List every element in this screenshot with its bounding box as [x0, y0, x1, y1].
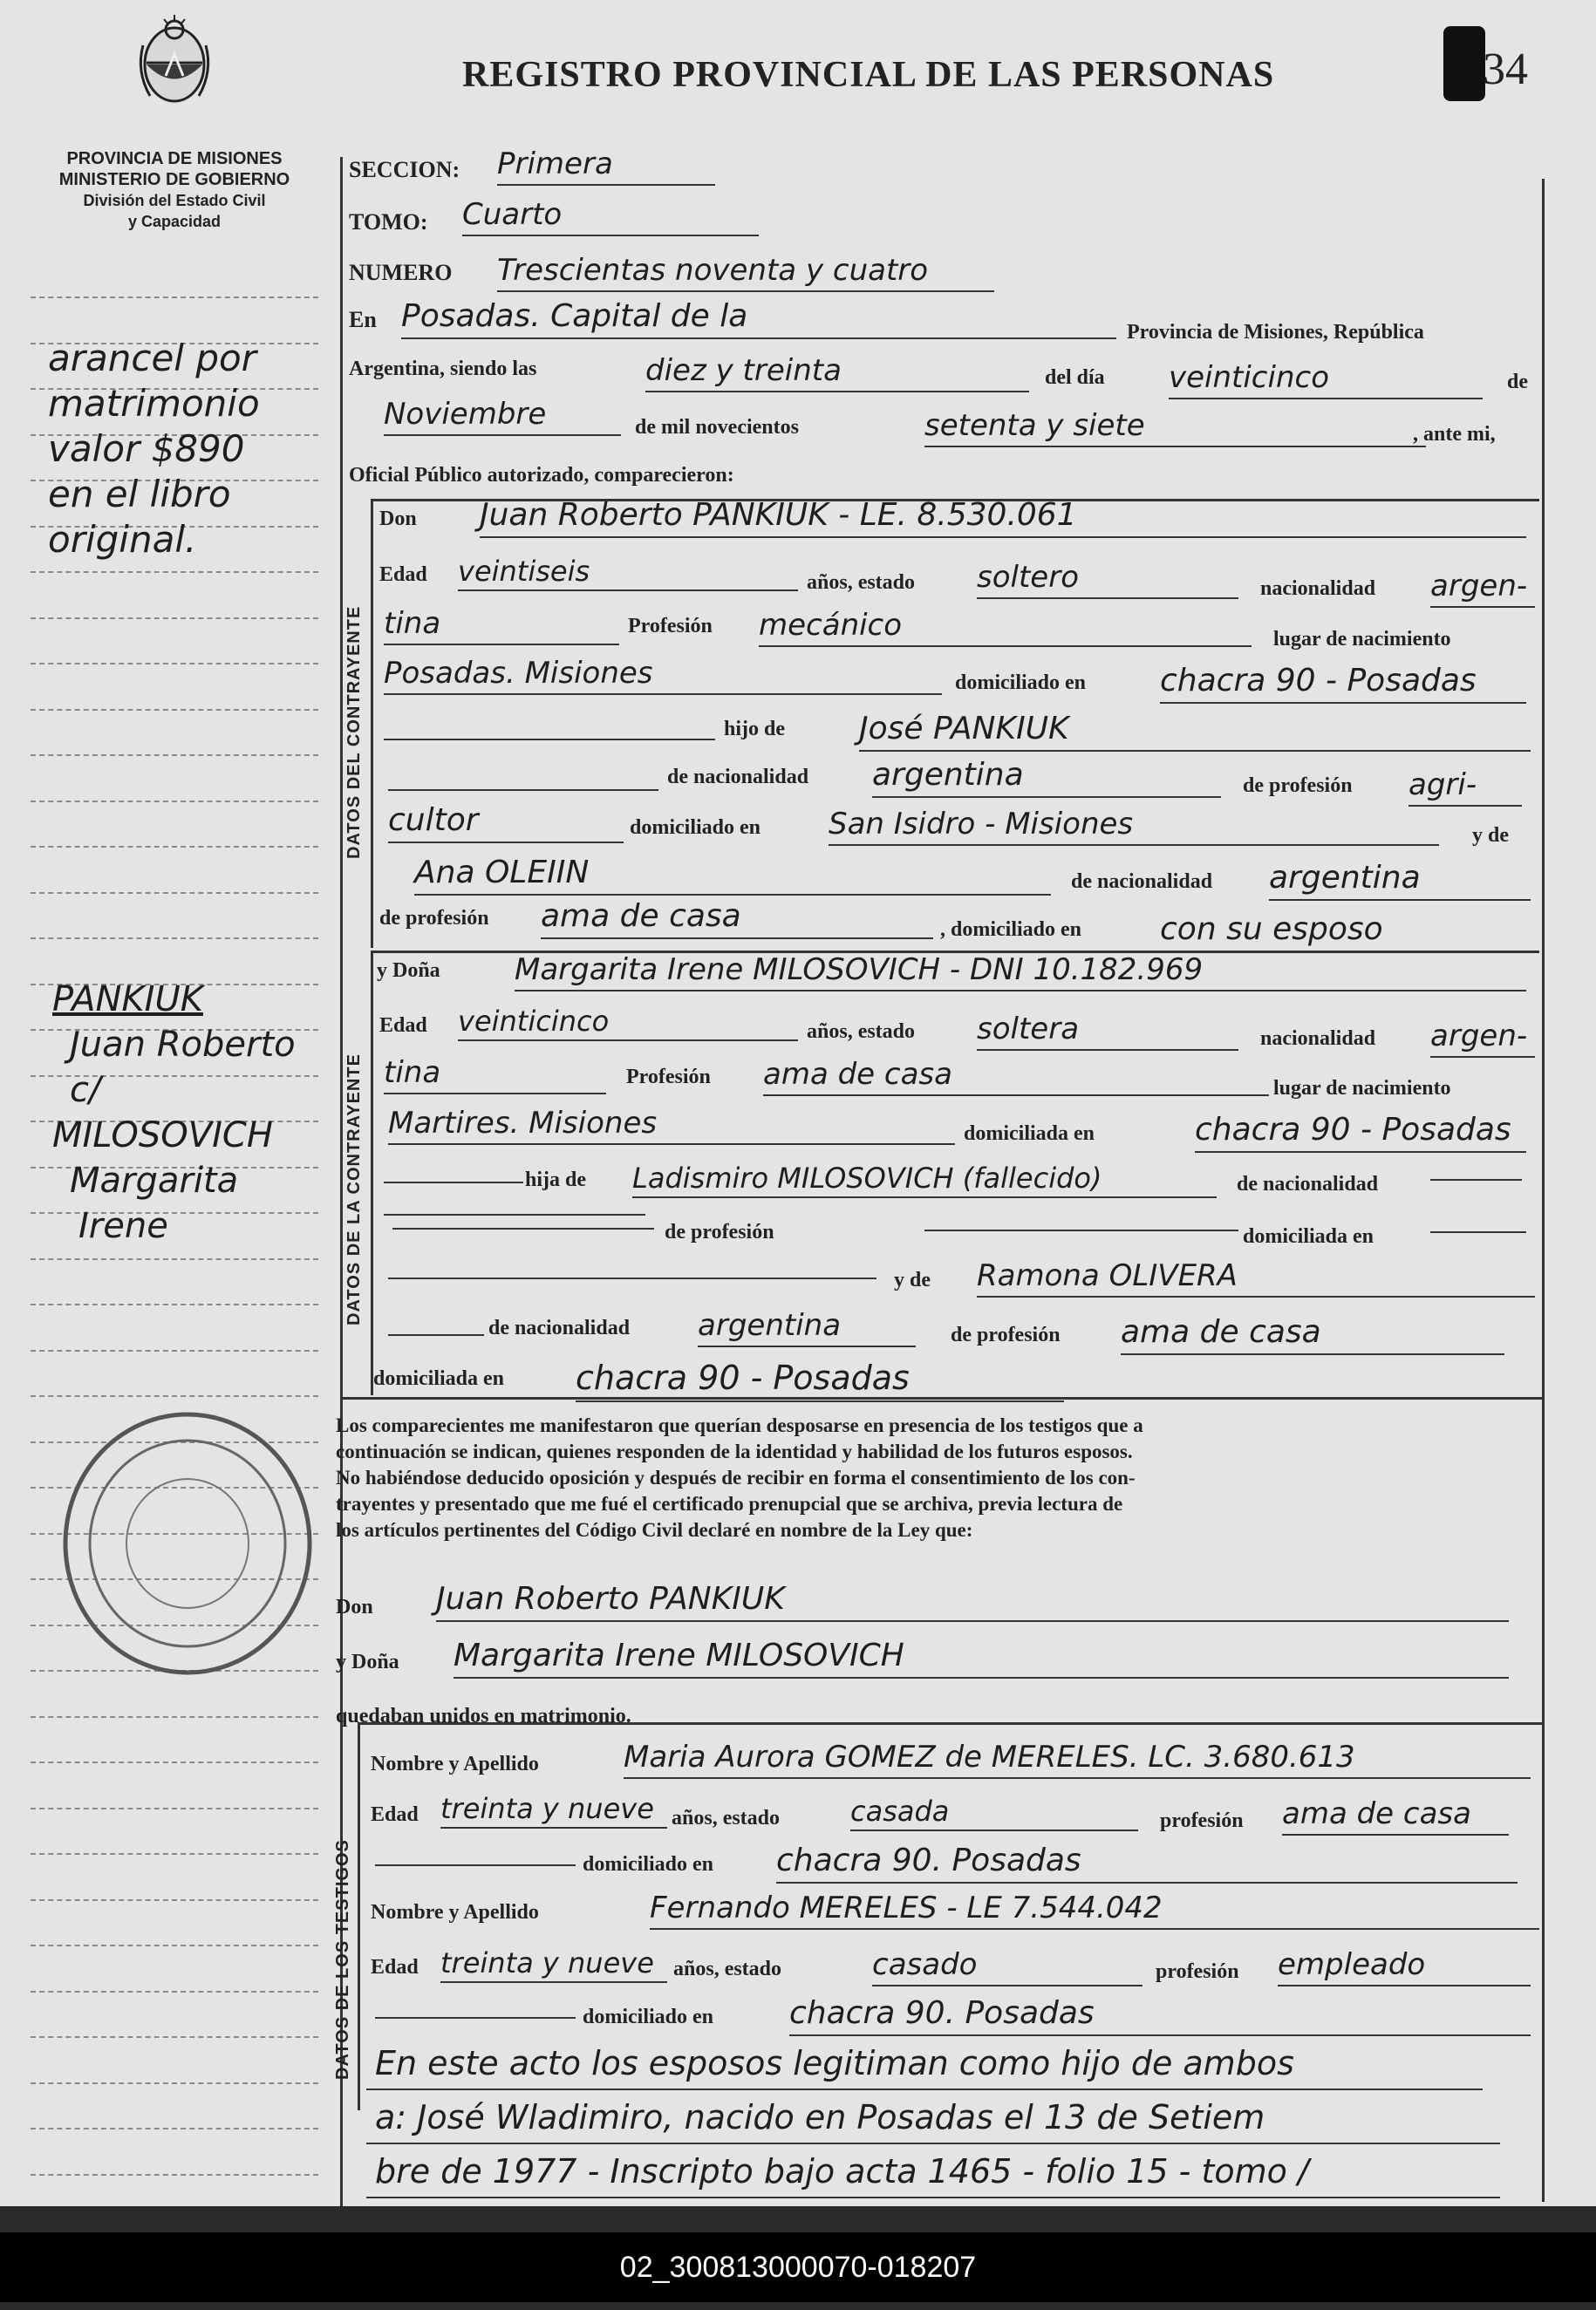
- declaration-line: continuación se indican, quienes responden de la identidad y habilidad de los futuros esposos.: [336, 1441, 1133, 1462]
- field-underline: [763, 1094, 1269, 1096]
- field-value-edad-value: veinticinco: [458, 1005, 610, 1038]
- field-value-tomo-value: Cuarto: [462, 197, 563, 232]
- field-underline: [384, 1093, 606, 1094]
- scan-filename: 02_300813000070-018207: [0, 2232, 1596, 2302]
- field-value-padre-prof-value-b: cultor: [388, 802, 479, 838]
- field-value-nacionalidad-value-b: tina: [384, 606, 441, 641]
- office-province: PROVINCIA DE MISIONES: [66, 149, 283, 168]
- field-underline: [440, 1981, 667, 1983]
- field-value-madre-dom-value: con su esposo: [1160, 911, 1383, 947]
- names-line: PANKIUK: [52, 979, 203, 1019]
- field-value-padre-dom-value: San Isidro - Misiones: [829, 807, 1134, 842]
- field-label-t2-anios-label: años, estado: [673, 1958, 782, 1980]
- blank-field-line: [523, 1827, 663, 1829]
- field-value-don-value: Juan Roberto PANKIUK: [436, 1581, 785, 1617]
- names-line: c/: [70, 1070, 101, 1110]
- margin-dashed-line: [31, 892, 318, 894]
- field-underline: [1121, 1353, 1504, 1355]
- field-value-t2-name-value: Fernando MERELES - LE 7.544.042: [650, 1891, 1163, 1925]
- field-label-provincia-text: Provincia de Misiones, República: [1127, 321, 1424, 344]
- field-value-estado-value: soltera: [977, 1012, 1080, 1046]
- margin-dashed-line: [31, 1716, 318, 1718]
- note-underline: [366, 2089, 1483, 2090]
- field-label-nacionalidad-label: nacionalidad: [1260, 1027, 1376, 1050]
- field-underline: [1160, 702, 1526, 704]
- field-underline: [1282, 1834, 1509, 1836]
- field-value-t1-prof-value: ama de casa: [1282, 1796, 1471, 1831]
- field-underline: [977, 1296, 1535, 1298]
- field-value-en-value: Posadas. Capital de la: [401, 298, 748, 334]
- field-underline: [480, 536, 1526, 538]
- names-line: MILOSOVICH: [52, 1115, 273, 1155]
- field-label-anios-estado-label: años, estado: [807, 571, 916, 594]
- field-underline: [414, 894, 1051, 896]
- field-underline: [1430, 1056, 1535, 1058]
- field-label-edad-label: Edad: [379, 563, 427, 586]
- margin-dashed-line: [31, 754, 318, 756]
- field-label-profesion-label: Profesión: [626, 1066, 711, 1088]
- contrayenta-section-label: DATOS DE LA CONTRAYENTE: [344, 1053, 364, 1325]
- margin-dashed-line: [31, 1853, 318, 1855]
- field-value-madre-dom-value: chacra 90 - Posadas: [576, 1359, 910, 1397]
- coat-of-arms-icon: [131, 10, 218, 106]
- field-underline: [458, 1039, 798, 1041]
- names-line: Irene: [78, 1206, 168, 1246]
- field-value-t2-edad-value: treinta y nueve: [440, 1946, 654, 1980]
- field-label-don-label: Don: [379, 508, 417, 530]
- field-value-padre-nac-value: argentina: [872, 757, 1024, 793]
- field-label-lugar-label: lugar de nacimiento: [1273, 628, 1451, 651]
- fee-line: original.: [48, 518, 197, 561]
- field-underline: [632, 1196, 1217, 1198]
- field-label-t1-edad-label: Edad: [371, 1803, 419, 1826]
- field-value-lugar-value: Posadas. Misiones: [384, 656, 653, 691]
- field-value-dona-value: Margarita Irene MILOSOVICH - DNI 10.182.969: [515, 952, 1204, 987]
- note-line: En este acto los esposos legitiman como hijo de ambos: [375, 2044, 1294, 2082]
- margin-dashed-line: [31, 617, 318, 619]
- names-line: Juan Roberto: [70, 1025, 296, 1065]
- field-label-t1-name-label: Nombre y Apellido: [371, 1753, 539, 1775]
- blank-field-line: [924, 1230, 1238, 1231]
- field-label-argentina-text: Argentina, siendo las: [349, 358, 537, 380]
- margin-dashed-line: [31, 663, 318, 664]
- names-line: Margarita: [70, 1161, 239, 1201]
- office-capacity: y Capacidad: [127, 213, 222, 230]
- margin-dashed-line: [31, 2128, 318, 2129]
- field-label-y-de-label: y de: [894, 1269, 931, 1291]
- field-value-madre-nac-value: argentina: [1269, 860, 1421, 896]
- field-value-dona-value: Margarita Irene MILOSOVICH: [454, 1638, 904, 1673]
- field-value-nacionalidad-value-a: argen-: [1430, 569, 1528, 603]
- field-underline: [1160, 951, 1526, 952]
- ink-blot: [1443, 26, 1485, 101]
- margin-dashed-line: [31, 2082, 318, 2084]
- field-value-estado-value: soltero: [977, 560, 1079, 595]
- field-underline: [462, 235, 759, 236]
- field-value-numero-value: Trescientas noventa y cuatro: [497, 253, 929, 288]
- field-label-madre-dom-label: domiciliada en: [373, 1367, 505, 1390]
- fee-line: arancel por: [48, 337, 256, 379]
- page-number: 34: [1483, 44, 1528, 94]
- field-label-del-dia-text: del día: [1045, 366, 1105, 389]
- field-underline: [515, 990, 1526, 991]
- field-label-de-text: de: [1507, 371, 1528, 393]
- declaration-line: No habiéndose deducido oposición y después de recibir en forma el consentimiento de los con-: [336, 1467, 1136, 1489]
- margin-dashed-line: [31, 1945, 318, 1946]
- field-value-padre-value: Ladismiro MILOSOVICH (fallecido): [632, 1162, 1102, 1195]
- blank-field-line: [388, 789, 658, 791]
- field-label-t2-name-label: Nombre y Apellido: [371, 1901, 539, 1924]
- declaration-line: Los comparecientes me manifestaron que querían desposarse en presencia de los testigos que a: [336, 1414, 1143, 1436]
- margin-dashed-line: [31, 801, 318, 802]
- field-value-profesion-value: ama de casa: [763, 1057, 952, 1092]
- field-label-madre-prof-label: de profesión: [951, 1324, 1061, 1346]
- blank-field-line: [384, 739, 715, 740]
- margin-dashed-line: [31, 1899, 318, 1901]
- field-label-seccion-label: SECCION:: [349, 157, 460, 182]
- field-label-domicilio-label: domiciliada en: [964, 1122, 1095, 1145]
- field-value-don-value: Juan Roberto PANKIUK - LE. 8.530.061: [480, 497, 1077, 533]
- field-label-padre-dom-label: domiciliado en: [630, 816, 761, 839]
- field-underline: [458, 589, 798, 591]
- field-label-madre-nac-label: de nacionalidad: [488, 1317, 631, 1339]
- field-label-profesion-label: Profesión: [628, 615, 713, 637]
- field-value-edad-value: veintiseis: [458, 555, 590, 588]
- field-label-en-label: En: [349, 307, 377, 332]
- field-value-nacionalidad-value-a: argen-: [1430, 1019, 1528, 1053]
- blank-field-line: [375, 1864, 576, 1866]
- field-label-madre-nac-label: de nacionalidad: [1071, 870, 1213, 893]
- margin-dashed-line: [31, 1304, 318, 1305]
- declaration-line: trayentes y presentado que me fué el certificado prenupcial que se archiva, previa lectura de: [336, 1493, 1123, 1515]
- field-label-madre-prof-label: de profesión: [379, 907, 489, 930]
- field-value-seccion-value: Primera: [497, 147, 613, 181]
- field-label-hija-label: hija de: [525, 1169, 587, 1191]
- margin-dashed-line: [31, 2174, 318, 2176]
- declaration-paragraph: [336, 1413, 1522, 1543]
- field-value-hora-value: diez y treinta: [645, 353, 842, 388]
- field-label-ante-mi-text: , ante mi,: [1413, 423, 1496, 446]
- blank-field-line: [388, 1334, 484, 1336]
- field-label-nacionalidad-label: nacionalidad: [1260, 577, 1376, 600]
- field-underline: [384, 434, 621, 436]
- field-label-dona-label: y Doña: [377, 959, 440, 982]
- declaration-line: los artículos pertinentes del Código Civil declaré en nombre de la Ley que:: [336, 1519, 973, 1541]
- field-label-t1-anios-label: años, estado: [672, 1807, 781, 1830]
- margin-dashed-line: [31, 1350, 318, 1352]
- field-underline: [384, 644, 619, 645]
- margin-dashed-line: [31, 571, 318, 573]
- blank-field-line: [1430, 1231, 1526, 1233]
- field-label-dona-label: y Doña: [336, 1651, 399, 1673]
- margin-dashed-line: [31, 1808, 318, 1809]
- field-value-mes-value: Noviembre: [384, 397, 547, 432]
- note-underline: [366, 2143, 1500, 2144]
- field-value-t1-edad-value: treinta y nueve: [440, 1792, 654, 1825]
- field-label-t1-prof-label: profesión: [1160, 1809, 1244, 1832]
- margin-dashed-line: [31, 1258, 318, 1260]
- field-underline: [977, 1049, 1238, 1051]
- blank-field-line: [384, 1182, 523, 1183]
- testigos-section-label: DATOS DE LOS TESTIGOS: [333, 1839, 352, 2080]
- field-value-anio-value: setenta y siete: [924, 408, 1145, 443]
- field-underline: [872, 796, 1221, 798]
- field-label-oficial-text: Oficial Público autorizado, comparecieron:: [349, 464, 734, 487]
- field-label-t2-dom-label: domiciliado en: [583, 2006, 714, 2028]
- field-underline: [624, 1777, 1531, 1779]
- field-underline: [859, 750, 1531, 752]
- field-label-domicilio-label: domiciliado en: [955, 671, 1087, 694]
- field-underline: [645, 391, 1029, 392]
- field-underline: [1169, 398, 1483, 399]
- legitimation-note: [375, 2036, 1309, 2198]
- field-label-y-de-label: y de: [1472, 824, 1509, 847]
- field-value-t1-dom-value: chacra 90. Posadas: [776, 1843, 1081, 1878]
- field-underline: [1195, 1151, 1526, 1153]
- field-label-numero-label: NUMERO: [349, 260, 453, 285]
- field-label-lugar-label: lugar de nacimiento: [1273, 1077, 1451, 1100]
- field-value-madre-value: Ana OLEIIN: [414, 855, 590, 890]
- field-underline: [1430, 606, 1535, 608]
- field-label-padre-nac-label: de nacionalidad: [667, 766, 809, 788]
- fee-line: valor $890: [48, 427, 245, 470]
- contrayente-box-line: [371, 499, 373, 948]
- margin-dashed-line: [31, 1395, 318, 1397]
- field-underline: [759, 645, 1252, 647]
- field-value-padre-value: José PANKIUK: [859, 711, 1069, 746]
- declaration-top-line: [340, 1397, 1542, 1400]
- field-value-t1-estado-value: casada: [850, 1795, 950, 1828]
- field-underline: [776, 1882, 1518, 1884]
- note-line: bre de 1977 - Inscripto bajo acta 1465 - folio 15 - tomo /: [375, 2152, 1309, 2191]
- field-label-padre-nac-label: de nacionalidad: [1237, 1173, 1379, 1196]
- field-label-padre-dom-label: domiciliada en: [1243, 1225, 1374, 1248]
- field-underline: [977, 597, 1238, 599]
- contrayente-section-label: DATOS DEL CONTRAYENTE: [344, 605, 364, 859]
- field-underline: [454, 1677, 1509, 1679]
- margin-dashed-line: [31, 296, 318, 298]
- field-value-madre-prof-value: ama de casa: [1121, 1314, 1321, 1350]
- field-underline: [541, 937, 933, 939]
- field-label-madre-dom-label: , domiciliado en: [940, 918, 1082, 941]
- margin-dashed-line: [31, 709, 318, 711]
- office-ministry: MINISTERIO DE GOBIERNO: [58, 170, 290, 189]
- official-seal-stamp: [52, 1404, 323, 1683]
- blank-field-line: [384, 1214, 645, 1216]
- field-underline: [872, 1985, 1142, 1986]
- field-value-t1-name-value: Maria Aurora GOMEZ de MERELES. LC. 3.680.613: [624, 1740, 1355, 1775]
- field-label-edad-label: Edad: [379, 1014, 427, 1037]
- field-underline: [388, 842, 624, 843]
- field-label-t2-edad-label: Edad: [371, 1956, 419, 1979]
- field-value-t2-dom-value: chacra 90. Posadas: [789, 1995, 1095, 2031]
- field-underline: [497, 290, 994, 292]
- field-underline: [1269, 899, 1531, 901]
- field-underline: [436, 1620, 1509, 1622]
- blank-field-line: [392, 1228, 654, 1230]
- field-value-t2-prof-value: empleado: [1278, 1947, 1426, 1982]
- field-underline: [1408, 805, 1522, 807]
- field-underline: [924, 446, 1426, 447]
- field-value-lugar-value: Martires. Misiones: [388, 1106, 658, 1141]
- field-value-madre-nac-value: argentina: [698, 1308, 842, 1343]
- blank-field-line: [1430, 1179, 1522, 1181]
- margin-names-note: [52, 977, 296, 1249]
- contrayenta-box-line: [371, 951, 373, 1395]
- margin-dashed-line: [31, 1991, 318, 1993]
- field-underline: [850, 1830, 1138, 1831]
- field-underline: [1278, 1985, 1531, 1986]
- field-label-t1-dom-label: domiciliado en: [583, 1853, 714, 1876]
- testigos-box-line: [358, 1722, 360, 2110]
- field-value-profesion-value: mecánico: [759, 608, 903, 643]
- field-label-padre-prof-label: de profesión: [1243, 774, 1353, 797]
- field-underline: [650, 1928, 1539, 1930]
- field-label-don-label: Don: [336, 1596, 373, 1618]
- fee-line: en el libro: [48, 473, 231, 515]
- field-value-madre-value: Ramona OLIVERA: [977, 1258, 1238, 1293]
- field-value-t2-estado-value: casado: [872, 1947, 978, 1982]
- field-label-anios-estado-label: años, estado: [807, 1020, 916, 1043]
- field-value-domicilio-value: chacra 90 - Posadas: [1160, 663, 1477, 698]
- field-label-padre-prof-label: de profesión: [665, 1221, 774, 1244]
- margin-dashed-line: [31, 937, 318, 939]
- field-underline: [388, 1143, 955, 1145]
- margin-dashed-line: [31, 1761, 318, 1763]
- field-underline: [829, 844, 1439, 846]
- office-division: División del Estado Civil: [83, 192, 266, 209]
- field-label-closing: quedaban unidos en matrimonio.: [336, 1705, 631, 1727]
- note-line: a: José Wladimiro, nacido en Posadas el 13 de Setiem: [375, 2098, 1265, 2136]
- field-value-dia-value: veinticinco: [1169, 360, 1329, 395]
- note-underline: [366, 2197, 1500, 2198]
- field-value-domicilio-value: chacra 90 - Posadas: [1195, 1112, 1511, 1148]
- margin-fee-note: [48, 336, 260, 562]
- frame-right-line: [1542, 179, 1545, 2202]
- field-underline: [384, 693, 942, 695]
- field-value-padre-prof-value-a: agri-: [1408, 767, 1477, 802]
- page-title: REGISTRO PROVINCIAL DE LAS PERSONAS: [462, 55, 1275, 95]
- blank-field-line: [375, 2017, 576, 2019]
- field-underline: [698, 1346, 916, 1347]
- field-label-t2-prof-label: profesión: [1156, 1960, 1239, 1983]
- issuing-office: [17, 148, 331, 232]
- field-underline: [576, 1400, 1064, 1402]
- field-label-de-mil-text: de mil novecientos: [635, 416, 799, 439]
- field-underline: [497, 184, 715, 186]
- field-label-tomo-label: TOMO:: [349, 209, 428, 235]
- field-label-hijo-label: hijo de: [724, 718, 786, 740]
- margin-dashed-line: [31, 846, 318, 848]
- fee-line: matrimonio: [48, 382, 260, 425]
- field-value-nacionalidad-value-b: tina: [384, 1055, 441, 1090]
- field-underline: [401, 337, 1116, 339]
- field-value-madre-prof-value: ama de casa: [541, 898, 741, 934]
- blank-field-line: [388, 1278, 876, 1279]
- margin-dashed-line: [31, 2036, 318, 2038]
